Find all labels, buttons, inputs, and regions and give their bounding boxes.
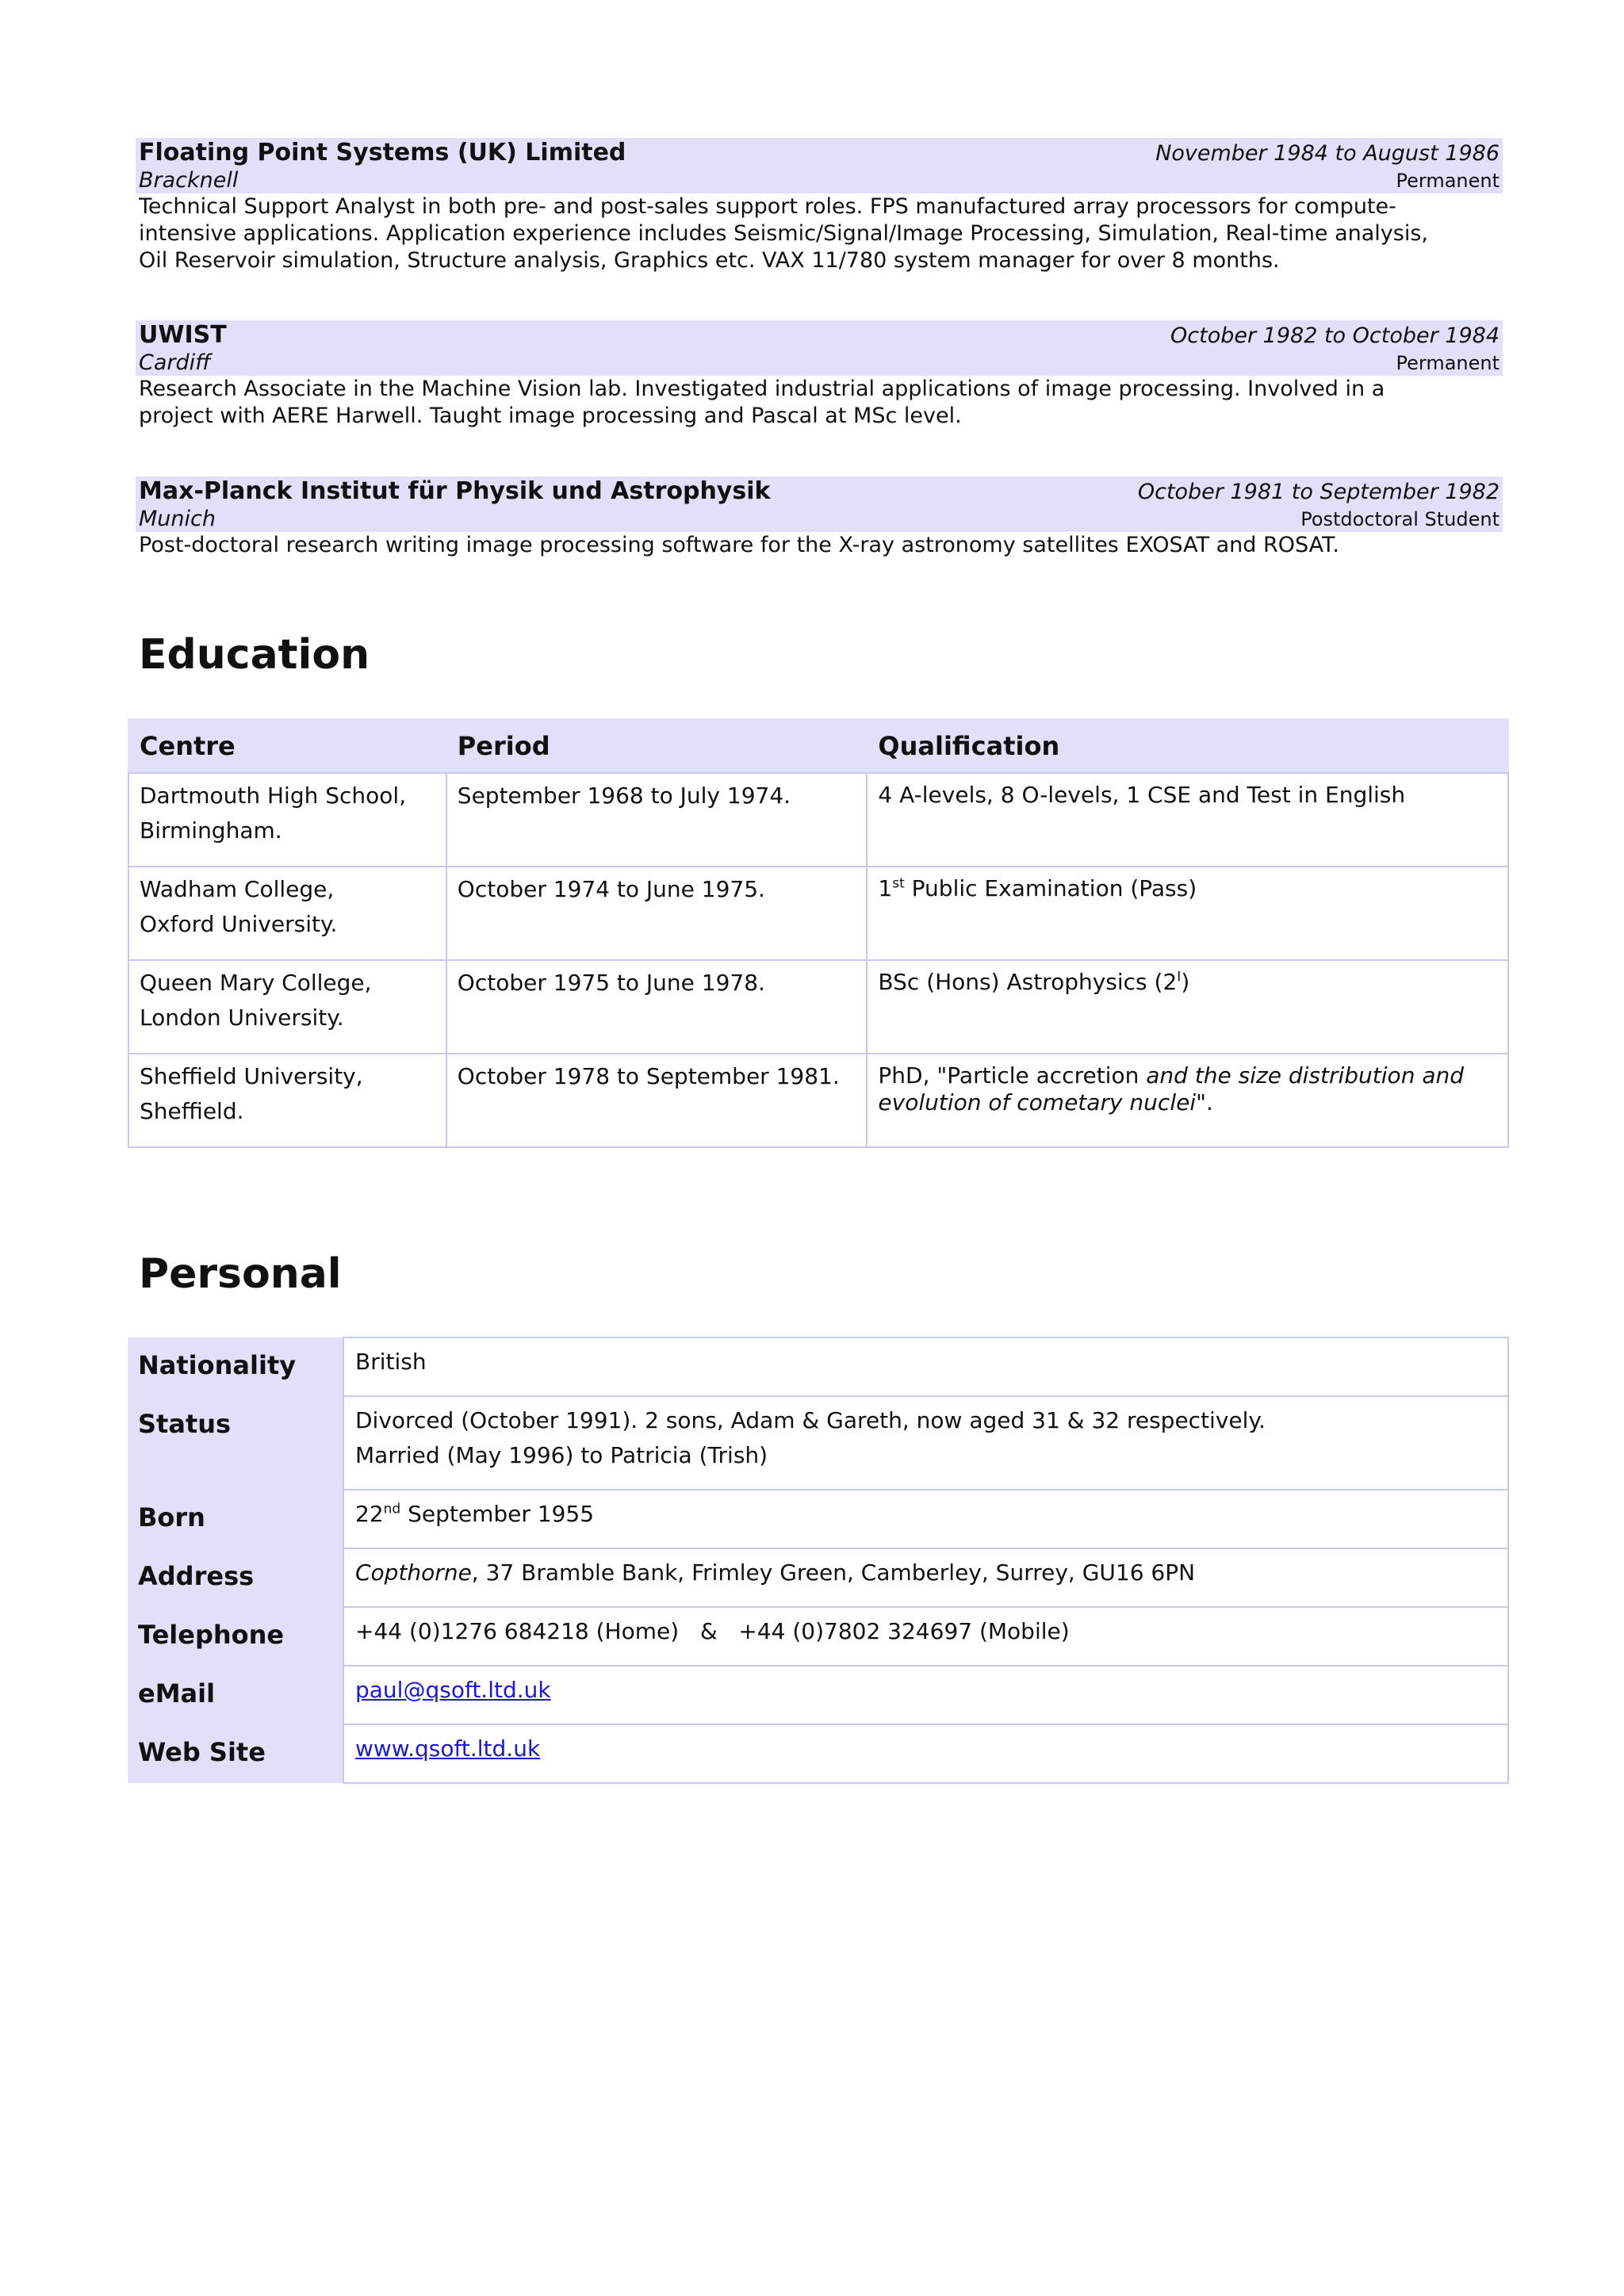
centre-line: Dartmouth High School,: [140, 783, 407, 809]
centre-line: London University.: [140, 1004, 344, 1031]
centre-line: Queen Mary College,: [140, 970, 372, 996]
job-header: [136, 320, 1503, 350]
personal-table: [128, 1337, 1509, 1784]
telephone-value: [343, 1607, 1508, 1666]
table-row: [128, 1666, 1508, 1724]
centre-line: Sheffield University,: [140, 1063, 363, 1089]
education-table: [128, 718, 1509, 1148]
email-value: [343, 1666, 1508, 1724]
centre-cell: [128, 1054, 446, 1147]
company-name: Floating Point Systems (UK) Limited: [139, 139, 626, 166]
born-value: [343, 1490, 1508, 1548]
column-header-period: Period: [446, 719, 868, 773]
job-description-line: Research Associate in the Machine Vision lab. Investigated industrial applications of image processing. Involved in a: [139, 377, 1385, 401]
email-link[interactable]: paul@qsoft.ltd.uk: [355, 1677, 551, 1703]
table-row: [128, 1548, 1508, 1607]
personal-heading: Personal: [139, 1250, 342, 1298]
table-header-row: [128, 719, 1508, 773]
telephone-text: +44 (0)1276 684218 (Home) & +44 (0)7802 324697 (Mobile): [355, 1618, 1070, 1644]
column-header-centre: Centre: [128, 719, 446, 773]
table-row: [128, 1054, 1508, 1147]
job-subheader: [136, 350, 1503, 376]
qualification-cell: [867, 1054, 1508, 1147]
qualification-cell: [867, 867, 1508, 960]
job-header: [136, 138, 1503, 167]
field-label: Telephone: [128, 1607, 343, 1666]
company-name: Max-Planck Institut für Physik und Astrophysik: [139, 477, 771, 505]
table-row: [128, 867, 1508, 960]
field-label: Born: [128, 1490, 343, 1548]
job-location: Cardiff: [139, 350, 211, 375]
ordinal-suffix: nd: [383, 1501, 401, 1517]
field-label: Status: [128, 1396, 343, 1490]
centre-line: Sheffield.: [140, 1098, 244, 1124]
job-entry-fps: [136, 138, 1503, 274]
job-subheader: [136, 167, 1503, 193]
centre-line: Birmingham.: [140, 817, 282, 844]
website-link[interactable]: www.qsoft.ltd.uk: [355, 1735, 541, 1762]
website-value: [343, 1724, 1508, 1783]
status-line: Divorced (October 1991). 2 sons, Adam & Gareth, now aged 31 & 32 respectively.: [355, 1407, 1266, 1433]
address-value: [343, 1548, 1508, 1607]
column-header-qualification: Qualification: [867, 719, 1508, 773]
job-description: [136, 532, 1503, 559]
job-description-line: project with AERE Harwell. Taught image processing and Pascal at MSc level.: [139, 404, 962, 428]
house-name: Copthorne: [355, 1559, 472, 1586]
job-description-line: intensive applications. Application experience includes Seismic/Signal/Image Processing, Simulation, Real-time analysis,: [139, 221, 1428, 246]
field-label: Web Site: [128, 1724, 343, 1783]
job-entry-max-planck: [136, 476, 1503, 559]
field-label: Address: [128, 1548, 343, 1607]
job-description: [136, 193, 1503, 274]
company-name: UWIST: [139, 321, 227, 349]
qualification-text: BSc (Hons) Astrophysics (2: [878, 969, 1178, 995]
table-row: [128, 1607, 1508, 1666]
period-cell: October 1974 to June 1975.: [446, 867, 868, 960]
thesis-title-part: and the size distribution and: [1146, 1062, 1465, 1089]
table-row: [128, 1724, 1508, 1783]
status-line: Married (May 1996) to Patricia (Trish): [355, 1442, 768, 1468]
qualification-text: PhD, "Particle accretion: [878, 1062, 1147, 1089]
job-location: Munich: [139, 507, 216, 531]
birth-day: 22: [355, 1501, 384, 1527]
job-period: October 1981 to September 1982: [1137, 480, 1500, 504]
street-address: , 37 Bramble Bank, Frimley Green, Camberley, Surrey, GU16 6PN: [471, 1559, 1196, 1586]
job-entry-uwist: [136, 320, 1503, 430]
nationality-value: British: [343, 1337, 1508, 1396]
job-header: [136, 476, 1503, 506]
ordinal-suffix: st: [892, 875, 905, 892]
centre-cell: [128, 867, 446, 960]
field-label: Nationality: [128, 1337, 343, 1396]
job-description: [136, 376, 1503, 430]
status-value: [343, 1396, 1508, 1490]
job-type: Permanent: [1396, 170, 1500, 192]
table-row: [128, 1396, 1508, 1490]
field-label: eMail: [128, 1666, 343, 1724]
qualification-text-end: ".: [1196, 1089, 1213, 1115]
job-subheader: [136, 506, 1503, 532]
period-cell: October 1978 to September 1981.: [446, 1054, 868, 1147]
table-row: [128, 960, 1508, 1054]
table-row: [128, 1337, 1508, 1396]
job-location: Bracknell: [139, 168, 239, 193]
centre-line: Oxford University.: [140, 911, 338, 937]
qualification-cell: 4 A-levels, 8 O-levels, 1 CSE and Test in English: [867, 773, 1508, 867]
thesis-title-part: evolution of cometary nuclei: [878, 1089, 1197, 1115]
qualification-text: Public Examination (Pass): [904, 875, 1197, 901]
centre-line: Wadham College,: [140, 876, 335, 902]
period-cell: October 1975 to June 1978.: [446, 960, 868, 1054]
table-row: [128, 773, 1508, 867]
centre-cell: [128, 773, 446, 867]
period-cell: September 1968 to July 1974.: [446, 773, 868, 867]
centre-cell: [128, 960, 446, 1054]
job-period: November 1984 to August 1986: [1155, 141, 1500, 166]
job-period: October 1982 to October 1984: [1170, 323, 1500, 348]
education-heading: Education: [139, 631, 370, 679]
degree-class-superscript: I: [1177, 969, 1182, 985]
job-type: Permanent: [1396, 352, 1500, 374]
job-description-line: Post-doctoral research writing image processing software for the X-ray astronomy satellites EXOSAT and ROSAT.: [139, 533, 1339, 557]
qualification-cell: [867, 960, 1508, 1054]
birth-month-year: September 1955: [400, 1501, 595, 1527]
qualification-number: 1: [878, 875, 893, 901]
qualification-text-end: ): [1181, 969, 1190, 995]
job-type: Postdoctoral Student: [1300, 508, 1500, 530]
job-description-line: Oil Reservoir simulation, Structure analysis, Graphics etc. VAX 11/780 system manager for over 8 months.: [139, 248, 1280, 273]
table-row: [128, 1490, 1508, 1548]
job-description-line: Technical Support Analyst in both pre- and post-sales support roles. FPS manufactured array processors for compute-: [139, 194, 1396, 219]
